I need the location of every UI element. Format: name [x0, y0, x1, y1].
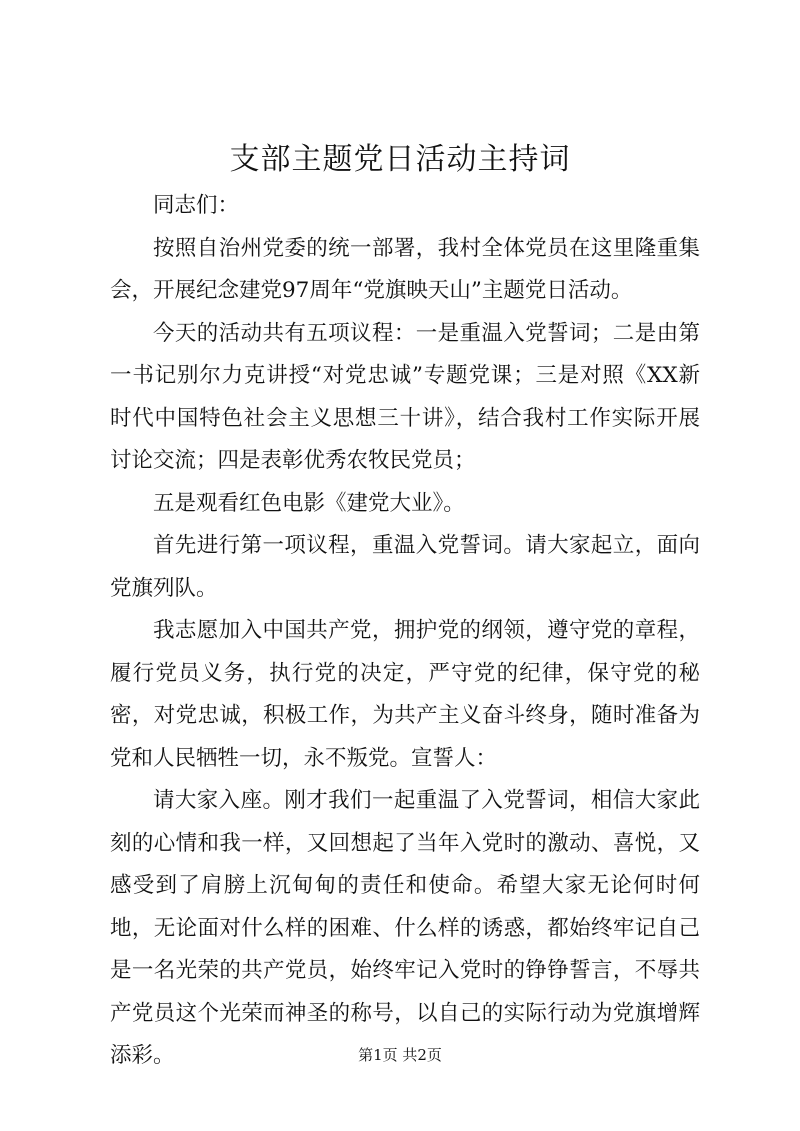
paragraph-closing: 请大家入座。刚才我们一起重温了入党誓词，相信大家此刻的心情和我一样，又回想起了当年入党时的激动、喜悦，又感受到了肩膀上沉甸甸的责任和使命。希望大家无论何时何地，无论面对什么样的困难、什么样的诱惑，都始终牢记自己是一名光荣的共产党员，始终牢记入党时的铮铮誓言，不辱共产党员这个光荣而神圣的称号，以自己的实际行动为党旗增辉添彩。: [110, 788, 700, 1068]
paragraph-intro: 按照自治州党委的统一部署，我村全体党员在这里隆重集会，开展纪念建党97周年“党旗映天山”主题党日活动。: [110, 235, 700, 303]
document-body: [110, 185, 700, 1078]
document-title: 支部主题党日活动主持词: [229, 142, 571, 177]
paragraph-oath: 我志愿加入中国共产党，拥护党的纲领，遵守党的章程，履行党员义务，执行党的决定，严守党的纪律，保守党的秘密，对党忠诚，积极工作，为共产主义奋斗终身，随时准备为党和人民牺牲一切，永不叛党。宣誓人：: [110, 618, 700, 771]
paragraph-greeting: 同志们：: [153, 193, 240, 218]
page-number: 第1页 共2页: [358, 1046, 442, 1064]
paragraph-agenda-item-five: 五是观看红色电影《建党大业》。: [153, 490, 465, 516]
paragraph-agenda: 今天的活动共有五项议程：一是重温入党誓词；二是由第一书记别尔力克讲授“对党忠诚”专题党课；三是对照《XX新时代中国特色社会主义思想三十讲》，结合我村工作实际开展讨论交流；四是表彰优秀农牧民党员；: [110, 320, 700, 473]
paragraph-first-item: 首先进行第一项议程，重温入党誓词。请大家起立，面向党旗列队。: [110, 533, 700, 601]
